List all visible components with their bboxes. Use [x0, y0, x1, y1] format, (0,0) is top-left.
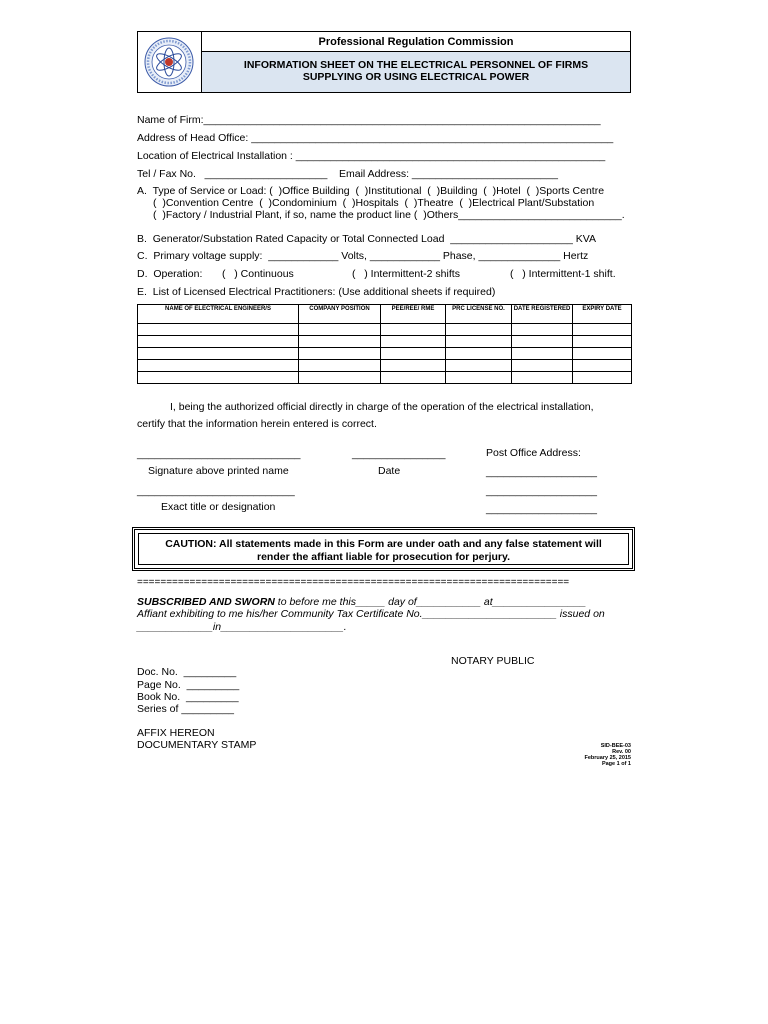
date-line[interactable]: ________________	[352, 448, 446, 460]
table-cell[interactable]	[573, 372, 632, 384]
table-row	[138, 336, 632, 348]
title-line-2: SUPPLYING OR USING ELECTRICAL POWER	[302, 71, 530, 83]
table-cell[interactable]	[446, 360, 512, 372]
section-a-line2: ( )Convention Centre ( )Condominium ( )Hospitals ( )Theatre ( )Electrical Plant/Substation	[153, 197, 595, 209]
col-header-prc-license: PRC LICENSE NO.	[446, 305, 512, 324]
form-title	[202, 52, 630, 92]
operation-continuous[interactable]: ( ) Continuous	[222, 268, 294, 280]
oath-line-3[interactable]: _____________in_____________________.	[137, 621, 347, 633]
table-cell[interactable]	[138, 372, 299, 384]
table-cell[interactable]	[381, 360, 446, 372]
table-cell[interactable]	[573, 324, 632, 336]
table-cell[interactable]	[446, 324, 512, 336]
form-code-date: February 25, 2015	[584, 755, 631, 761]
firm-name-field[interactable]: Name of Firm:____________________________________________________________________	[137, 114, 601, 126]
form-code-page: Page 1 of 1	[601, 761, 631, 767]
table-row	[138, 360, 632, 372]
caution-text	[138, 533, 629, 565]
table-cell[interactable]	[381, 336, 446, 348]
prc-seal-logo	[144, 37, 194, 87]
table-cell[interactable]	[512, 360, 573, 372]
form-code-id: SID-BEE-03	[600, 743, 631, 749]
signature-line[interactable]: ____________________________	[137, 448, 301, 460]
page-no-field[interactable]: Page No. _________	[137, 679, 240, 691]
table-cell[interactable]	[299, 324, 381, 336]
oath-line-2[interactable]: Affiant exhibiting to me his/her Community Tax Certificate No._______________________ issued on	[137, 608, 605, 620]
series-field[interactable]: Series of _________	[137, 703, 234, 715]
table-row	[138, 348, 632, 360]
caution-box	[132, 527, 635, 571]
table-header-row	[138, 305, 632, 324]
org-name: Professional Regulation Commission	[202, 32, 630, 52]
book-no-field[interactable]: Book No. _________	[137, 691, 239, 703]
table-cell[interactable]	[446, 336, 512, 348]
stamp-line-2: DOCUMENTARY STAMP	[137, 739, 257, 751]
post-office-line-2[interactable]: ___________________	[486, 485, 597, 497]
section-a-line1: A. Type of Service or Load: ( )Office Building ( )Institutional ( )Building ( )Hotel ( )Sports Centre	[137, 185, 605, 197]
table-cell[interactable]	[381, 348, 446, 360]
title-line-1: INFORMATION SHEET ON THE ELECTRICAL PERSONNEL OF FIRMS	[243, 59, 589, 71]
date-label: Date	[378, 465, 401, 477]
form-code-rev: Rev. 00	[612, 749, 631, 755]
table-row	[138, 324, 632, 336]
col-header-expiry-date: EXPIRY DATE	[573, 305, 632, 324]
col-header-company-position: COMPANY POSITION	[299, 305, 381, 324]
logo-cell	[138, 32, 202, 92]
operation-1-shift[interactable]: ( ) Intermittent-1 shift.	[510, 268, 616, 280]
certify-line-1: I, being the authorized official directly in charge of the operation of the electrical installation,	[170, 401, 594, 413]
table-cell[interactable]	[512, 348, 573, 360]
post-office-line-1[interactable]: ___________________	[486, 466, 597, 478]
table-cell[interactable]	[512, 372, 573, 384]
table-cell[interactable]	[512, 336, 573, 348]
table-cell[interactable]	[299, 336, 381, 348]
table-cell[interactable]	[573, 348, 632, 360]
section-a-line3: ( )Factory / Industrial Plant, if so, name the product line ( )Others____________________________.	[153, 209, 625, 221]
table-cell[interactable]	[446, 348, 512, 360]
caution-line-1: CAUTION: All statements made in this Form are under oath and any false statement will	[165, 538, 602, 550]
address-field[interactable]: Address of Head Office: ______________________________________________________________	[137, 132, 614, 144]
oath-line-1-rest[interactable]: to before me this_____ day of___________ at________________	[274, 596, 587, 608]
tel-email-field[interactable]: Tel / Fax No. _____________________ Email Address: _________________________	[137, 168, 558, 180]
section-c: C. Primary voltage supply: ____________ Volts, ____________ Phase, ______________ Hertz	[137, 250, 589, 262]
table-cell[interactable]	[138, 348, 299, 360]
doc-no-field[interactable]: Doc. No. _________	[137, 666, 237, 678]
form-code	[585, 743, 631, 767]
stamp-line-1: AFFIX HEREON	[137, 727, 215, 739]
title-label: Exact title or designation	[161, 501, 276, 513]
post-office-label: Post Office Address:	[486, 447, 581, 459]
location-field[interactable]: Location of Electrical Installation : _____________________________________________________	[137, 150, 606, 162]
table-cell[interactable]	[573, 360, 632, 372]
table-cell[interactable]	[299, 348, 381, 360]
table-cell[interactable]	[381, 324, 446, 336]
table-cell[interactable]	[138, 360, 299, 372]
col-header-engineer-name: NAME OF ELECTRICAL ENGINEER/S	[138, 305, 299, 324]
section-d-label: D. Operation:	[137, 268, 203, 280]
table-cell[interactable]	[573, 336, 632, 348]
oath-line-1	[137, 596, 586, 608]
table-cell[interactable]	[512, 324, 573, 336]
table-row	[138, 372, 632, 384]
table-cell[interactable]	[138, 324, 299, 336]
subscribed-sworn-heading: SUBSCRIBED AND SWORN	[137, 596, 275, 608]
caution-line-2: render the affiant liable for prosecution for perjury.	[256, 551, 510, 563]
table-cell[interactable]	[299, 360, 381, 372]
certify-line-2: certify that the information herein entered is correct.	[137, 418, 377, 430]
col-header-pee-ree-rme: PEE/REE/ RME	[381, 305, 446, 324]
practitioners-table	[137, 304, 632, 384]
section-b: B. Generator/Substation Rated Capacity or Total Connected Load _____________________ KVA	[137, 233, 597, 245]
post-office-line-3[interactable]: ___________________	[486, 503, 597, 515]
signature-label: Signature above printed name	[148, 465, 289, 477]
table-cell[interactable]	[138, 336, 299, 348]
table-cell[interactable]	[446, 372, 512, 384]
table-cell[interactable]	[381, 372, 446, 384]
form-header	[137, 31, 631, 93]
section-divider: ==========================================================================	[137, 577, 570, 588]
notary-public-label: NOTARY PUBLIC	[451, 655, 535, 667]
col-header-date-registered: DATE REGISTERED	[512, 305, 573, 324]
table-cell[interactable]	[299, 372, 381, 384]
title-line[interactable]: ___________________________	[137, 485, 295, 497]
operation-2-shifts[interactable]: ( ) Intermittent-2 shifts	[352, 268, 460, 280]
section-e: E. List of Licensed Electrical Practitioners: (Use additional sheets if required)	[137, 286, 496, 298]
